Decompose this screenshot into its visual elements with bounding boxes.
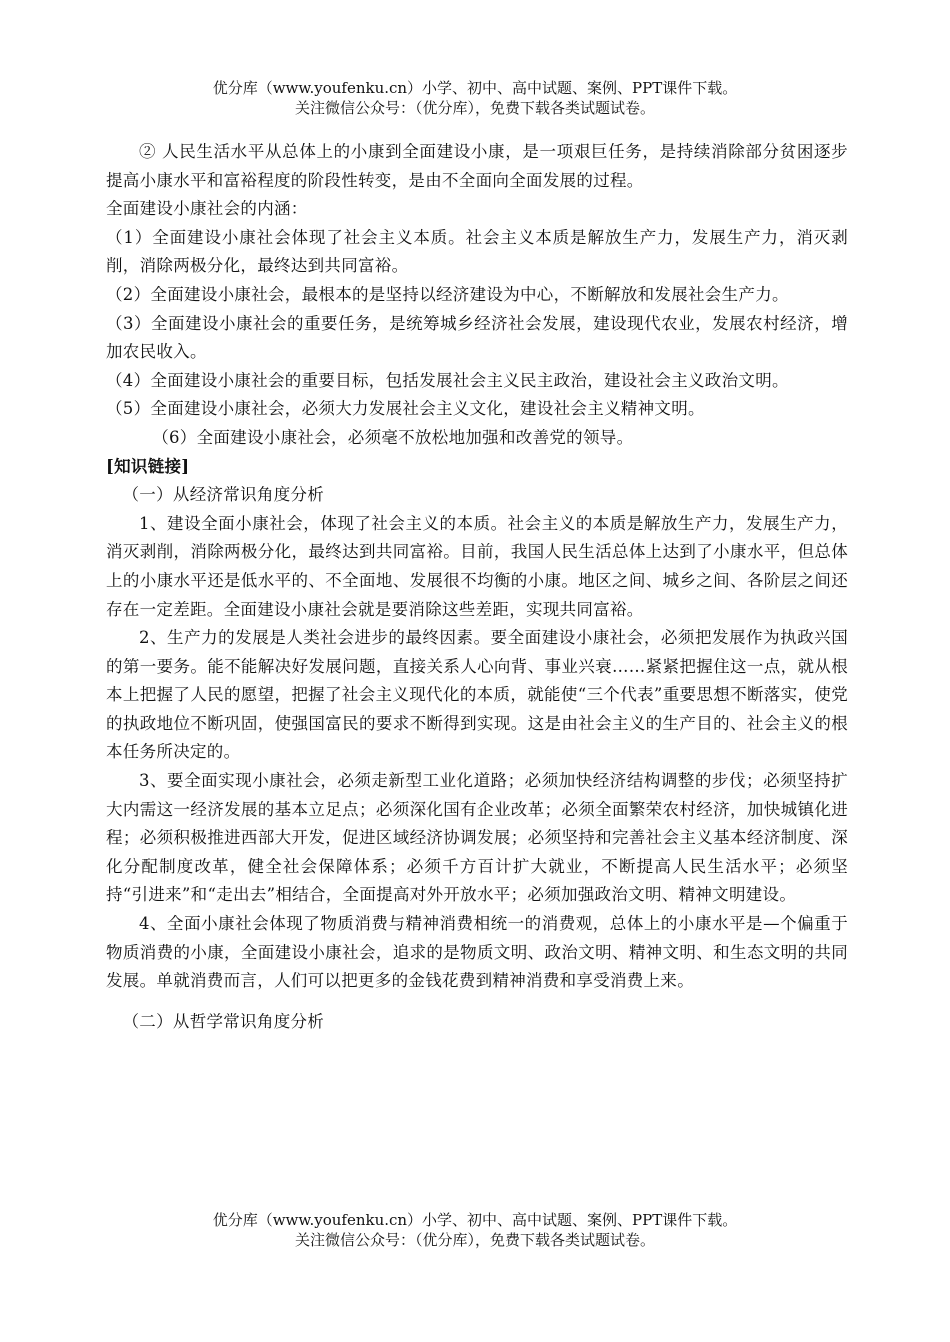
list-item-4: （4）全面建设小康社会的重要目标，包括发展社会主义民主政治，建设社会主义政治文明。 xyxy=(106,370,789,390)
document-body xyxy=(106,138,848,1036)
paragraph-2: 全面建设小康社会的内涵： xyxy=(106,199,308,219)
footer-line-2: 关注微信公众号：（优分库），免费下载各类试题试卷。 xyxy=(294,1231,655,1249)
subsection-heading-1: （一）从经济常识角度分析 xyxy=(122,485,325,505)
section-heading: [知识链接] xyxy=(106,456,190,476)
header-line-2: 关注微信公众号：（优分库），免费下载各类试题试卷。 xyxy=(294,99,655,117)
list-item-1: （1）全面建设小康社会体现了社会主义本质。社会主义本质是解放生产力，发展生产力，消灭剥削，消除两极分化，最终达到共同富裕。 xyxy=(106,227,848,276)
footer-line-1: 优分库（www.youfenku.cn）小学、初中、高中试题、案例、PPT课件下载。 xyxy=(212,1211,738,1229)
paragraph-econ-4: 4、全面小康社会体现了物质消费与精神消费相统一的消费观，总体上的小康水平是—个偏重于物质消费的小康，全面建设小康社会，追求的是物质文明、政治文明、精神文明、和生态文明的共同发展。单就消费而言，人们可以把更多的金钱花费到精神消费和享受消费上来。 xyxy=(106,914,848,991)
list-item-2: （2）全面建设小康社会，最根本的是坚持以经济建设为中心，不断解放和发展社会生产力。 xyxy=(106,284,789,304)
subsection-heading-2: （二）从哲学常识角度分析 xyxy=(122,1011,325,1031)
header-line-1: 优分库（www.youfenku.cn）小学、初中、高中试题、案例、PPT课件下载。 xyxy=(212,79,738,97)
paragraph-econ-2: 2、生产力的发展是人类社会进步的最终因素。要全面建设小康社会，必须把发展作为执政兴国的第一要务。能不能解决好发展问题，直接关系人心向背、事业兴衰……紧紧把握住这一点，就从根本上把握了人民的愿望，把握了社会主义现代化的本质，就能使“三个代表”重要思想不断落实，使党的执政地位不断巩固，使强国富民的要求不断得到实现。这是由社会主义的生产目的、社会主义的根本任务所决定的。 xyxy=(106,628,848,762)
list-item-5: （5）全面建设小康社会，必须大力发展社会主义文化，建设社会主义精神文明。 xyxy=(106,399,705,419)
page-header xyxy=(0,78,950,118)
page-footer xyxy=(0,1210,950,1250)
list-item-3: （3）全面建设小康社会的重要任务，是统筹城乡经济社会发展，建设现代农业，发展农村经济，增加农民收入。 xyxy=(106,313,848,362)
paragraph-1: ② 人民生活水平从总体上的小康到全面建设小康，是一项艰巨任务，是持续消除部分贫困逐步提高小康水平和富裕程度的阶段性转变，是由不全面向全面发展的过程。 xyxy=(106,142,848,190)
paragraph-econ-3: 3、要全面实现小康社会，必须走新型工业化道路；必须加快经济结构调整的步伐；必须坚持扩大内需这一经济发展的基本立足点；必须深化国有企业改革；必须全面繁荣农村经济，加快城镇化进程；必须积极推进西部大开发，促进区域经济协调发展；必须坚持和完善社会主义基本经济制度、深化分配制度改革，健全社会保障体系；必须千方百计扩大就业，不断提高人民生活水平；必须坚持“引进来”和“走出去”相结合，全面提高对外开放水平；必须加强政治文明、精神文明建设。 xyxy=(106,771,848,905)
paragraph-econ-1: 1、建设全面小康社会，体现了社会主义的本质。社会主义的本质是解放生产力，发展生产力，消灭剥削，消除两极分化，最终达到共同富裕。目前，我国人民生活总体上达到了小康水平，但总体上的小康水平还是低水平的、不全面地、发展很不均衡的小康。地区之间、城乡之间、各阶层之间还存在一定差距。全面建设小康社会就是要消除这些差距，实现共同富裕。 xyxy=(106,513,848,619)
list-item-6: （6）全面建设小康社会，必须毫不放松地加强和改善党的领导。 xyxy=(152,427,634,447)
